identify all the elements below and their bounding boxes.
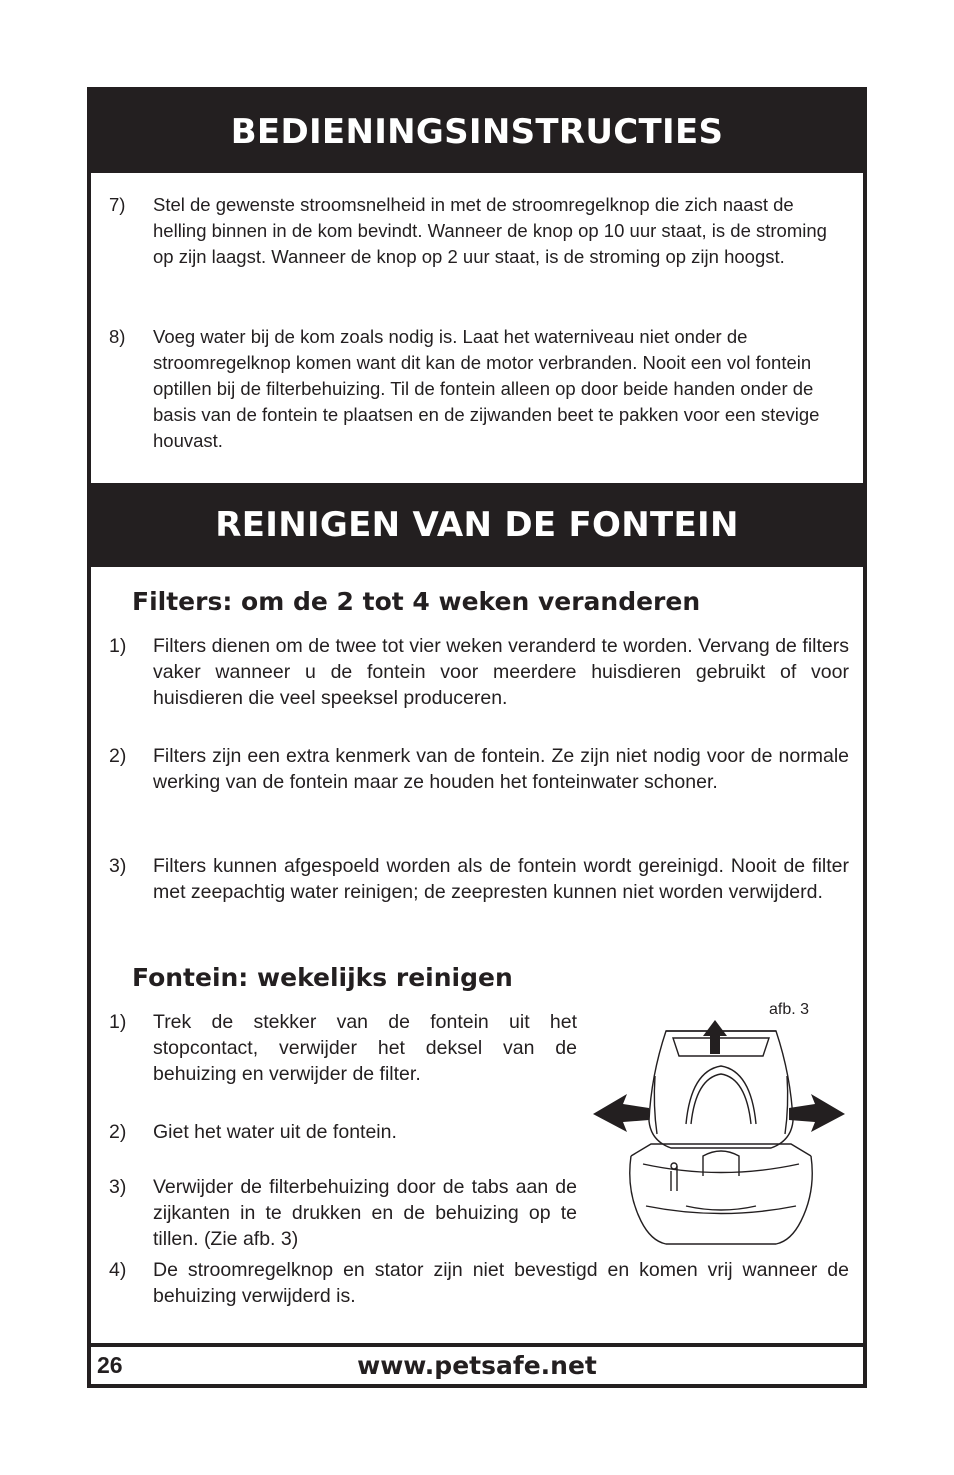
item-number: 7) [109, 194, 126, 215]
list-item [109, 853, 849, 905]
item-number: 3) [109, 855, 127, 877]
fountain-heading: Fontein: wekelijks reinigen [132, 963, 513, 992]
filters-heading: Filters: om de 2 tot 4 weken veranderen [132, 587, 701, 616]
page-footer [91, 1343, 863, 1384]
list-item [109, 324, 841, 454]
item-number: 4) [109, 1259, 127, 1281]
item-text: Verwijder de filterbehuizing door de tabs aan de zijkanten in te drukken en de behuizing op te tillen. (Zie afb. 3) [153, 1176, 577, 1250]
item-text: Stel de gewenste stroomsnelheid in met de stroomregelknop die zich naast de helling binnen in de kom bevindt. Wanneer de knop op 10 uur staat, is de stroming op zijn laagst. Wanneer de knop op 2 uur staat, is de stroming op zijn hoogst. [153, 194, 827, 267]
item-number: 8) [109, 326, 126, 347]
filter-housing-illustration [591, 1016, 851, 1251]
item-text: Filters kunnen afgespoeld worden als de fontein wordt gereinigd. Nooit de filter met zeepachtig water reinigen; de zeepresten kunnen niet worden verwijderd. [153, 855, 849, 903]
list-item [109, 1174, 577, 1252]
item-text: Filters zijn een extra kenmerk van de fontein. Ze zijn niet nodig voor de normale werking van de fontein maar ze houden het fonteinwater schoner. [153, 745, 849, 793]
item-text: Filters dienen om de twee tot vier weken veranderd te worden. Vervang de filters vaker wanneer u de fontein voor meerdere huisdieren gebruikt of voor huisdieren die veel speeksel produceren. [153, 635, 849, 709]
section-title: REINIGEN VAN DE FONTEIN [215, 505, 739, 545]
figure-label: afb. 3 [769, 1001, 810, 1018]
item-number: 3) [109, 1176, 127, 1198]
website-link[interactable]: www.petsafe.net [357, 1351, 597, 1380]
item-number: 1) [109, 635, 127, 657]
page-frame [87, 87, 867, 1388]
item-text: Giet het water uit de fontein. [153, 1121, 397, 1143]
item-text: Trek de stekker van de fontein uit het stopcontact, verwijder het deksel van de behuizing en verwijder de filter. [153, 1011, 577, 1085]
item-number: 2) [109, 745, 127, 767]
list-item [109, 1257, 849, 1309]
list-item [109, 743, 849, 795]
section-title: BEDIENINGSINSTRUCTIES [230, 112, 724, 152]
item-text: De stroomregelknop en stator zijn niet bevestigd en komen vrij wanneer de behuizing verwijderd is. [153, 1259, 849, 1307]
item-text: Voeg water bij de kom zoals nodig is. Laat het waterniveau niet onder de stroomregelknop komen want dit kan de motor verbranden. Nooit een vol fontein optillen bij de filterbehuizing. Til de fontein alleen op door beide handen onder de basis van de fontein te plaatsen en de zijwanden beet te pakken voor een stevige houvast. [153, 326, 820, 451]
list-item [109, 633, 849, 711]
list-item [109, 192, 841, 270]
item-number: 1) [109, 1011, 127, 1033]
list-item [109, 1009, 577, 1087]
item-number: 2) [109, 1121, 127, 1143]
operating-instructions-header [91, 91, 863, 173]
list-item [109, 1119, 577, 1145]
page-number: 26 [97, 1352, 123, 1378]
cleaning-header [91, 483, 863, 567]
